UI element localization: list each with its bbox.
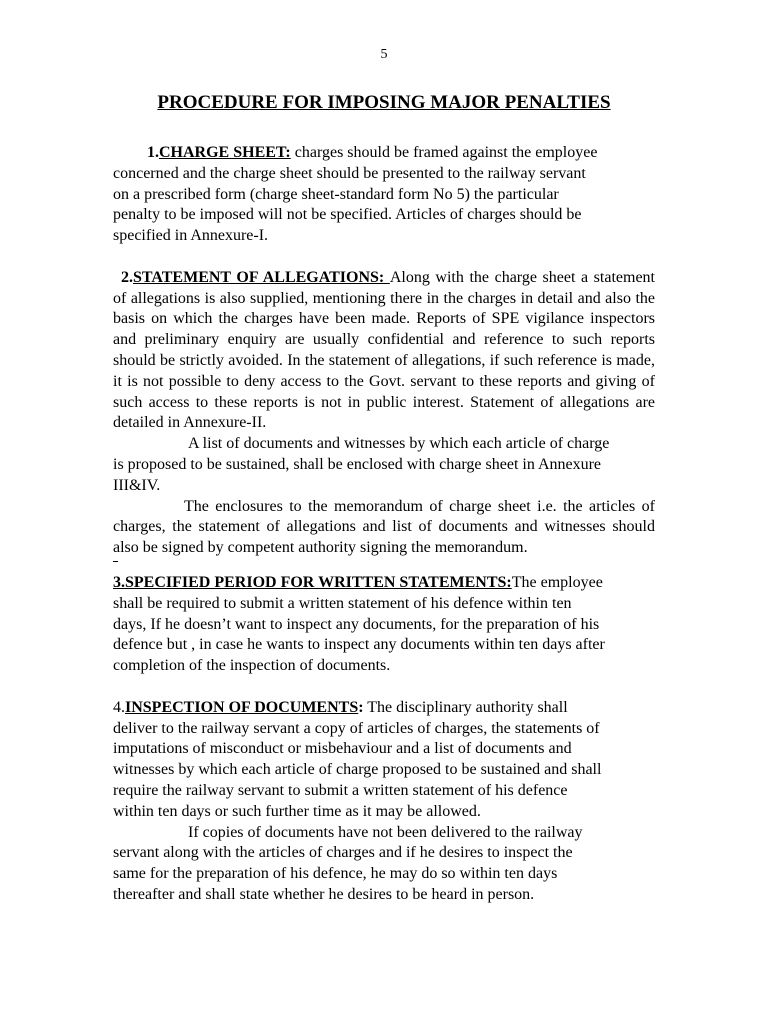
text-line: defence but , in case he wants to inspect any documents within ten days after xyxy=(113,636,605,654)
text-line: witnesses by which each article of charge proposed to be sustained and shall xyxy=(113,761,602,779)
paragraph-list-of-documents xyxy=(113,434,655,496)
text-line: on a prescribed form (charge sheet-standard form No 5) the particular xyxy=(113,185,559,203)
section-specified-period xyxy=(113,573,655,677)
paragraph-copies-of-documents xyxy=(113,823,655,906)
text-line: require the railway servant to submit a written statement of his defence xyxy=(113,781,568,799)
paragraph-text: The enclosures to the memorandum of charge sheet i.e. the articles of charges, the statement of allegations and list of documents and witnesses should also be signed by competent authority signing the memorandum. xyxy=(113,497,655,557)
section-heading: INSPECTION OF DOCUMENTS xyxy=(125,698,359,716)
text-line: If copies of documents have not been delivered to the railway xyxy=(188,823,583,841)
section-inspection-of-documents xyxy=(113,698,655,823)
text-line: penalty to be imposed will not be specified. Articles of charges should be xyxy=(113,206,582,224)
text-line: thereafter and shall state whether he desires to be heard in person. xyxy=(113,885,535,903)
text-line: completion of the inspection of documents. xyxy=(113,657,391,675)
section-heading: CHARGE SHEET: xyxy=(159,144,291,161)
section-statement-of-allegations xyxy=(113,268,655,434)
text-line: charges should be framed against the employee xyxy=(290,144,598,161)
text-line: The employee xyxy=(511,573,603,591)
text-line: concerned and the charge sheet should be presented to the railway servant xyxy=(113,164,586,182)
text-line: The disciplinary authority shall xyxy=(363,698,568,716)
text-line: within ten days or such further time as it may be allowed. xyxy=(113,802,481,820)
stray-mark xyxy=(113,559,655,565)
section-number: 2. xyxy=(121,268,133,286)
text-line: same for the preparation of his defence, he may do so within ten days xyxy=(113,865,558,883)
document-title: PROCEDURE FOR IMPOSING MAJOR PENALTIES xyxy=(157,92,611,113)
text-line: III&IV. xyxy=(113,476,161,494)
text-line: days, If he doesn’t want to inspect any documents, for the preparation of his xyxy=(113,615,600,633)
paragraph-enclosures xyxy=(113,497,655,559)
text-line: deliver to the railway servant a copy of articles of charges, the statements of xyxy=(113,719,600,737)
text-line: imputations of misconduct or misbehaviour and a list of documents and xyxy=(113,740,572,758)
document-body xyxy=(113,143,655,906)
section-number: 4. xyxy=(113,698,125,716)
text-line: specified in Annexure-I. xyxy=(113,227,269,245)
page-number: 5 xyxy=(380,47,388,62)
text-line: is proposed to be sustained, shall be enclosed with charge sheet in Annexure xyxy=(113,455,602,473)
section-heading: STATEMENT OF ALLEGATIONS: xyxy=(133,268,390,286)
text-line: servant along with the articles of charges and if he desires to inspect the xyxy=(113,844,573,862)
section-heading: 3.SPECIFIED PERIOD FOR WRITTEN STATEMENTS: xyxy=(113,573,512,591)
text-line: A list of documents and witnesses by which each article of charge xyxy=(188,435,610,453)
section-charge-sheet xyxy=(113,143,655,247)
section-heading-colon: : xyxy=(358,698,364,716)
section-number: 1. xyxy=(147,144,159,161)
section-text: Along with the charge sheet a statement of allegations is also supplied, mentioning there in the charges in detail and also the basis on which the charges have been made. Reports of SPE vigilance inspectors and preliminary enquiry are usually confidential and reference to such reports should be strictly avoided. In the statement of allegations, if such reference is made, it is not possible to deny access to the Govt. servant to these reports and giving of such access to these reports is not in public interest. Statement of allegations are detailed in Annexure-II. xyxy=(113,268,655,432)
text-line: shall be required to submit a written statement of his defence within ten xyxy=(113,594,572,612)
